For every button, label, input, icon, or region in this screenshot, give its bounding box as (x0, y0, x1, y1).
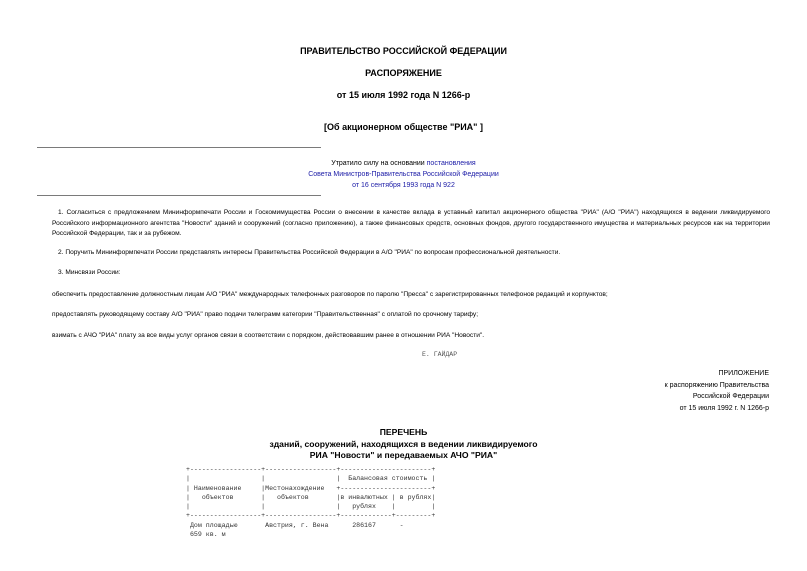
paragraph-2: 2. Поручить Мининформпечати России представлять интересы Правительства Российской Федерации в А/О "РИА" по вопросам профессиональной деятельности. (58, 249, 561, 256)
list-title-block (0, 427, 807, 462)
repeal-link-line2[interactable]: Совета Министров-Правительства Российской Федерации (308, 171, 499, 178)
paragraph-3: 3. Минсвязи России: (58, 269, 121, 276)
appendix-title: ПРИЛОЖЕНИЕ (718, 370, 769, 377)
appendix-ref: к распоряжению Правительства (664, 381, 769, 389)
document-type-heading: РАСПОРЯЖЕНИЕ (365, 68, 442, 78)
repeal-link-line3[interactable]: от 16 сентября 1993 года N 922 (352, 182, 455, 189)
document-date-number: от 15 июля 1992 года N 1266-р (336, 90, 471, 100)
status-note (0, 158, 807, 191)
assets-table: +------------------+------------------+-----------------------+ | | | Балансовая стоимость | | Наименование |Местонахождение +-----------------------+ | объектов | объектов |в инвалютных | в рублях| | | | рублях | | +------------------+------------------+-------------+---------+ Дом площадью Австрия, г. Вена 286167 - 659 кв. м (186, 466, 436, 539)
list-subtitle-1: зданий, сооружений, находящихся в ведении ликвидируемого (269, 438, 538, 449)
government-heading: ПРАВИТЕЛЬСТВО РОССИЙСКОЙ ФЕДЕРАЦИИ (300, 46, 507, 56)
list-subtitle-2: РИА "Новости" и передаваемых АЧО "РИА" (309, 450, 498, 460)
paragraph-5: предоставлять руководящему составу А/О "РИА" право подачи телеграмм категории "Правительственная" с оплатой по срочному тарифу; (52, 311, 479, 318)
paragraph-6: взимать с АЧО "РИА" плату за все виды услуг органов связи в соответствии с порядком, действовавшим ранее в отношении РИА "Новости". (52, 332, 485, 339)
repeal-link[interactable]: постановления (426, 160, 476, 167)
divider-top (37, 147, 321, 148)
document-subject: [Об акционерном обществе "РИА" ] (324, 122, 483, 132)
list-title: ПЕРЕЧЕНЬ (379, 427, 428, 437)
signature: Е. ГАЙДАР (422, 351, 458, 358)
paragraph-1: 1. Согласиться с предложением Мининформпечати России и Госкомимущества России о внесении в качестве вклада в уставный капитал акционерного общества "РИА" (А/О "РИА") находящихся в ведении ликвидируемого Российского информационного агентства "Новости" зданий и сооружений (согласно приложению), а также финансовых средств, основных фондов, другого государственного имущества и материальных ресурсов как на территории Российской Федерации, так и за рубежом. (52, 209, 770, 237)
paragraph-4: обеспечить предоставление должностным лицам А/О "РИА" международных телефонных разговоров по паролю "Пресса" с зарегистрированных телефонов редакций и корпунктов; (52, 291, 608, 298)
status-note-prefix: Утратило силу на основании (331, 160, 427, 167)
appendix-ref-country: Российской Федерации (692, 393, 769, 400)
appendix-ref-date: от 15 июля 1992 г. N 1266-р (679, 404, 769, 412)
divider-bottom (37, 195, 321, 196)
appendix-block (665, 368, 769, 414)
